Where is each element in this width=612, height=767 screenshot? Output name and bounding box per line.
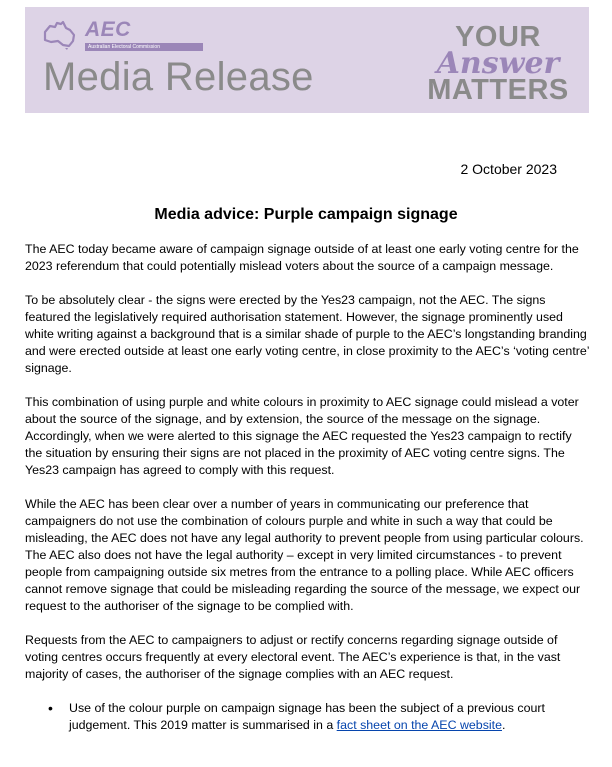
tagline-matters: MATTERS <box>427 74 569 106</box>
bullet-list <box>25 700 590 734</box>
aec-logo-text: AEC <box>85 18 131 41</box>
fact-sheet-link[interactable]: fact sheet on the AEC website <box>336 718 502 732</box>
paragraph-5: Requests from the AEC to campaigners to adjust or rectify concerns regarding signage outside of voting centres occurs frequently at every electoral event. The AEC’s experience is that, in the vast majority of cases, the authoriser of the signage complies with an AEC request. <box>25 633 561 681</box>
your-answer-matters-logo <box>423 23 573 105</box>
tagline-answer: Answer <box>436 46 560 81</box>
media-release-banner <box>25 7 589 113</box>
paragraph-3: This combination of using purple and white colours in proximity to AEC signage could mislead a voter about the source of the signage, and by extension, the source of the message on the signage. Accordingly, when we were alerted to this signage the AEC requested the Yes23 campaign to rectify the situation by ensuring their signs are not placed in the proximity of AEC voting centre signs. The Yes23 campaign has agreed to comply with this request. <box>25 395 579 477</box>
media-release-title: Media Release <box>43 55 314 99</box>
paragraph-1: The AEC today became aware of campaign signage outside of at least one early voting centre for the 2023 referendum that could potentially mislead voters about the source of a campaign message. <box>25 242 579 273</box>
australia-map-icon <box>41 20 77 50</box>
bullet-item <box>69 700 590 734</box>
headline: Media advice: Purple campaign signage <box>154 206 458 223</box>
paragraph-2: To be absolutely clear - the signs were erected by the Yes23 campaign, not the AEC. The signs featured the legislatively required authorisation statement. However, the signage prominently used white writing against a background that is a similar shade of purple to the AEC’s longstanding branding and were erected outside at least one early voting centre, in close proximity to the AEC’s ‘voting centre’ signage. <box>25 293 590 375</box>
release-date: 2 October 2023 <box>460 161 557 177</box>
bullet-text: Use of the colour purple on campaign signage has been the subject of a previous court judgement. This 2019 matter is summarised in a <box>69 701 545 732</box>
aec-logo <box>41 20 201 56</box>
tagline-your: YOUR <box>455 21 541 53</box>
aec-logo-subtitle: Australian Electoral Commission <box>85 43 203 51</box>
bullet-text-end: . <box>501 718 506 732</box>
article-body <box>25 241 590 734</box>
paragraph-4: While the AEC has been clear over a number of years in communicating our preference that campaigners do not use the combination of colours purple and white in such a way that could be misleading, the AEC does not have any legal authority to prevent people from using particular colours. The AEC also does not have the legal authority – except in very limited circumstances - to prevent people from campaigning outside six metres from the entrance to a polling place. While AEC officers cannot remove signage that could be misleading regarding the source of the message, we expect our request to the authoriser of the signage to be complied with. <box>25 497 584 613</box>
